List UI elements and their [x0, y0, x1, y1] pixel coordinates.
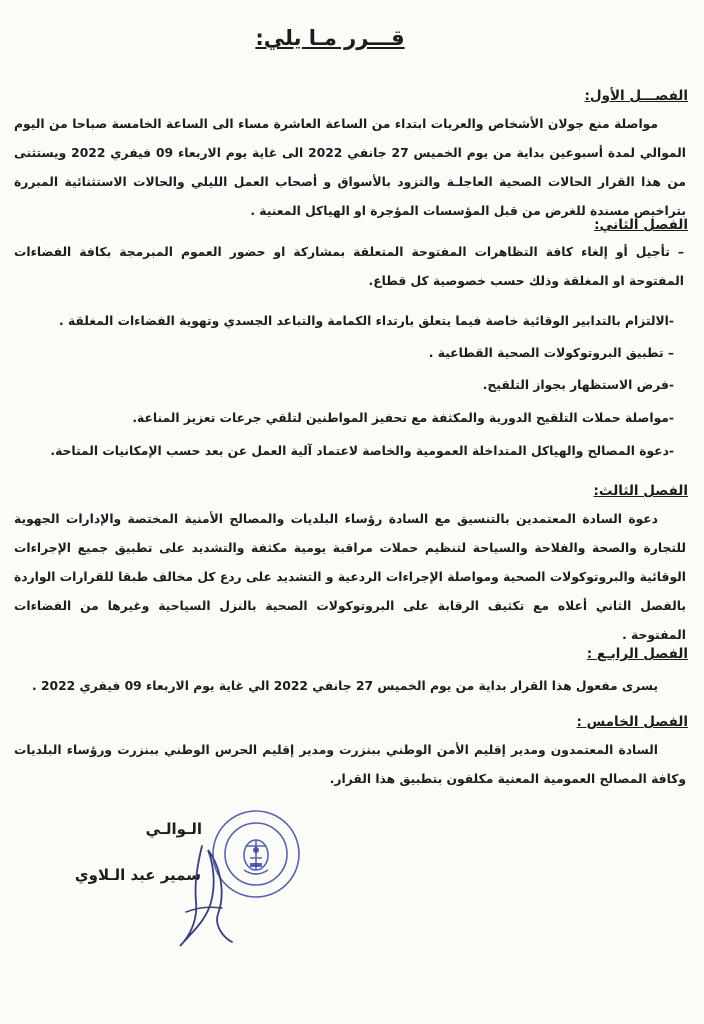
signatory-role: الـوالـي — [145, 820, 202, 838]
chapter-2-item: -دعوة المصالح والهياكل المتداخلة العمومية والخاصة لاعتماد آلية العمل عن بعد حسب الإمكانيات المتاحة. — [50, 444, 674, 458]
chapter-2-item: -مواصلة حملات التلقيح الدورية والمكثفة مع تحفيز المواطنين لتلقي جرعات تعزيز المناعة. — [132, 411, 674, 425]
page-title: قـــرر مـا يلي: — [255, 26, 405, 50]
chapter-2-paragraph: – تأجيل أو إلغاء كافة التظاهرات المفتوحة المتعلقة بمشاركة او حضور العموم المبرمجة بكافة الفضاءات المفتوحة او المغلقة وذلك حسب خصوصية كل قطاع. — [14, 245, 684, 288]
signatory-name: سمير عبد الـلاوي — [74, 866, 201, 884]
chapter-4-heading: الفصل الرابـع : — [586, 646, 688, 662]
chapter-2-heading: الفصل الثاني: — [594, 217, 688, 233]
chapter-5-heading: الفصل الخامس : — [576, 714, 688, 730]
chapter-5-paragraph: السادة المعتمدون ومدير إقليم الأمن الوطني ببنزرت ومدير إقليم الحرس الوطني ببنزرت ورؤساء البلديات وكافة المصالح العمومية المعنية مكلفون بتطبيق هذا القرار. — [14, 743, 686, 786]
chapter-3-heading: الفصل الثالث: — [593, 483, 688, 499]
chapter-1-heading: الفصـــل الأول: — [584, 88, 688, 104]
chapter-1-paragraph: مواصلة منع جولان الأشخاص والعربات ابتداء من الساعة العاشرة مساء الى الساعة الخامسة صباحا من اليوم الموالي لمدة أسبوعين بداية من يوم الخميس 27 جانفي 2022 الى غاية يوم الاربعاء 09 فيفري 2022 ويستثنى من هذا القرار الحالات الصحية العاجلـة والتزود بالأسواق و أصحاب العمل الليلي والحالات الاستثنائية المبررة بتراخيص مسندة للغرض من قبل المؤسسات المؤجرة او الهياكل المعنية . — [14, 117, 686, 218]
chapter-3-paragraph: دعوة السادة المعتمدين بالتنسيق مع السادة رؤساء البلديات والمصالح الأمنية المختصة والإدارات الجهوية للتجارة والصحة والفلاحة والسياحة لتنظيم حملات مراقبة يومية مكثفة والتشديد على تطبيق جميع الإجراءات الوقائية والبروتوكولات الصحية ومواصلة الإجراءات الردعية و التشديد على ردع كل مخالف طبقا للقرارات الواردة بالفصل الثاني أعلاه مع تكثيف الرقابة على البروتوكولات الصحية بالنزل السياحية وغيرها من الفضاءات المفتوحة . — [14, 512, 686, 642]
chapter-2-item: -فرض الاستظهار بجواز التلقيح. — [482, 378, 674, 392]
signature-icon — [168, 842, 238, 952]
chapter-2-item: -الالتزام بالتدابير الوقائية خاصة فيما يتعلق بارتداء الكمامة والتباعد الجسدي وتهوية الفضاءات المغلقة . — [59, 314, 674, 328]
chapter-2-item: – تطبيق البروتوكولات الصحية القطاعية . — [428, 346, 674, 360]
chapter-4-paragraph: يسرى مفعول هذا القرار بداية من يوم الخميس 27 جانفي 2022 الي غاية يوم الاربعاء 09 فيفري 2022 . — [32, 679, 658, 693]
